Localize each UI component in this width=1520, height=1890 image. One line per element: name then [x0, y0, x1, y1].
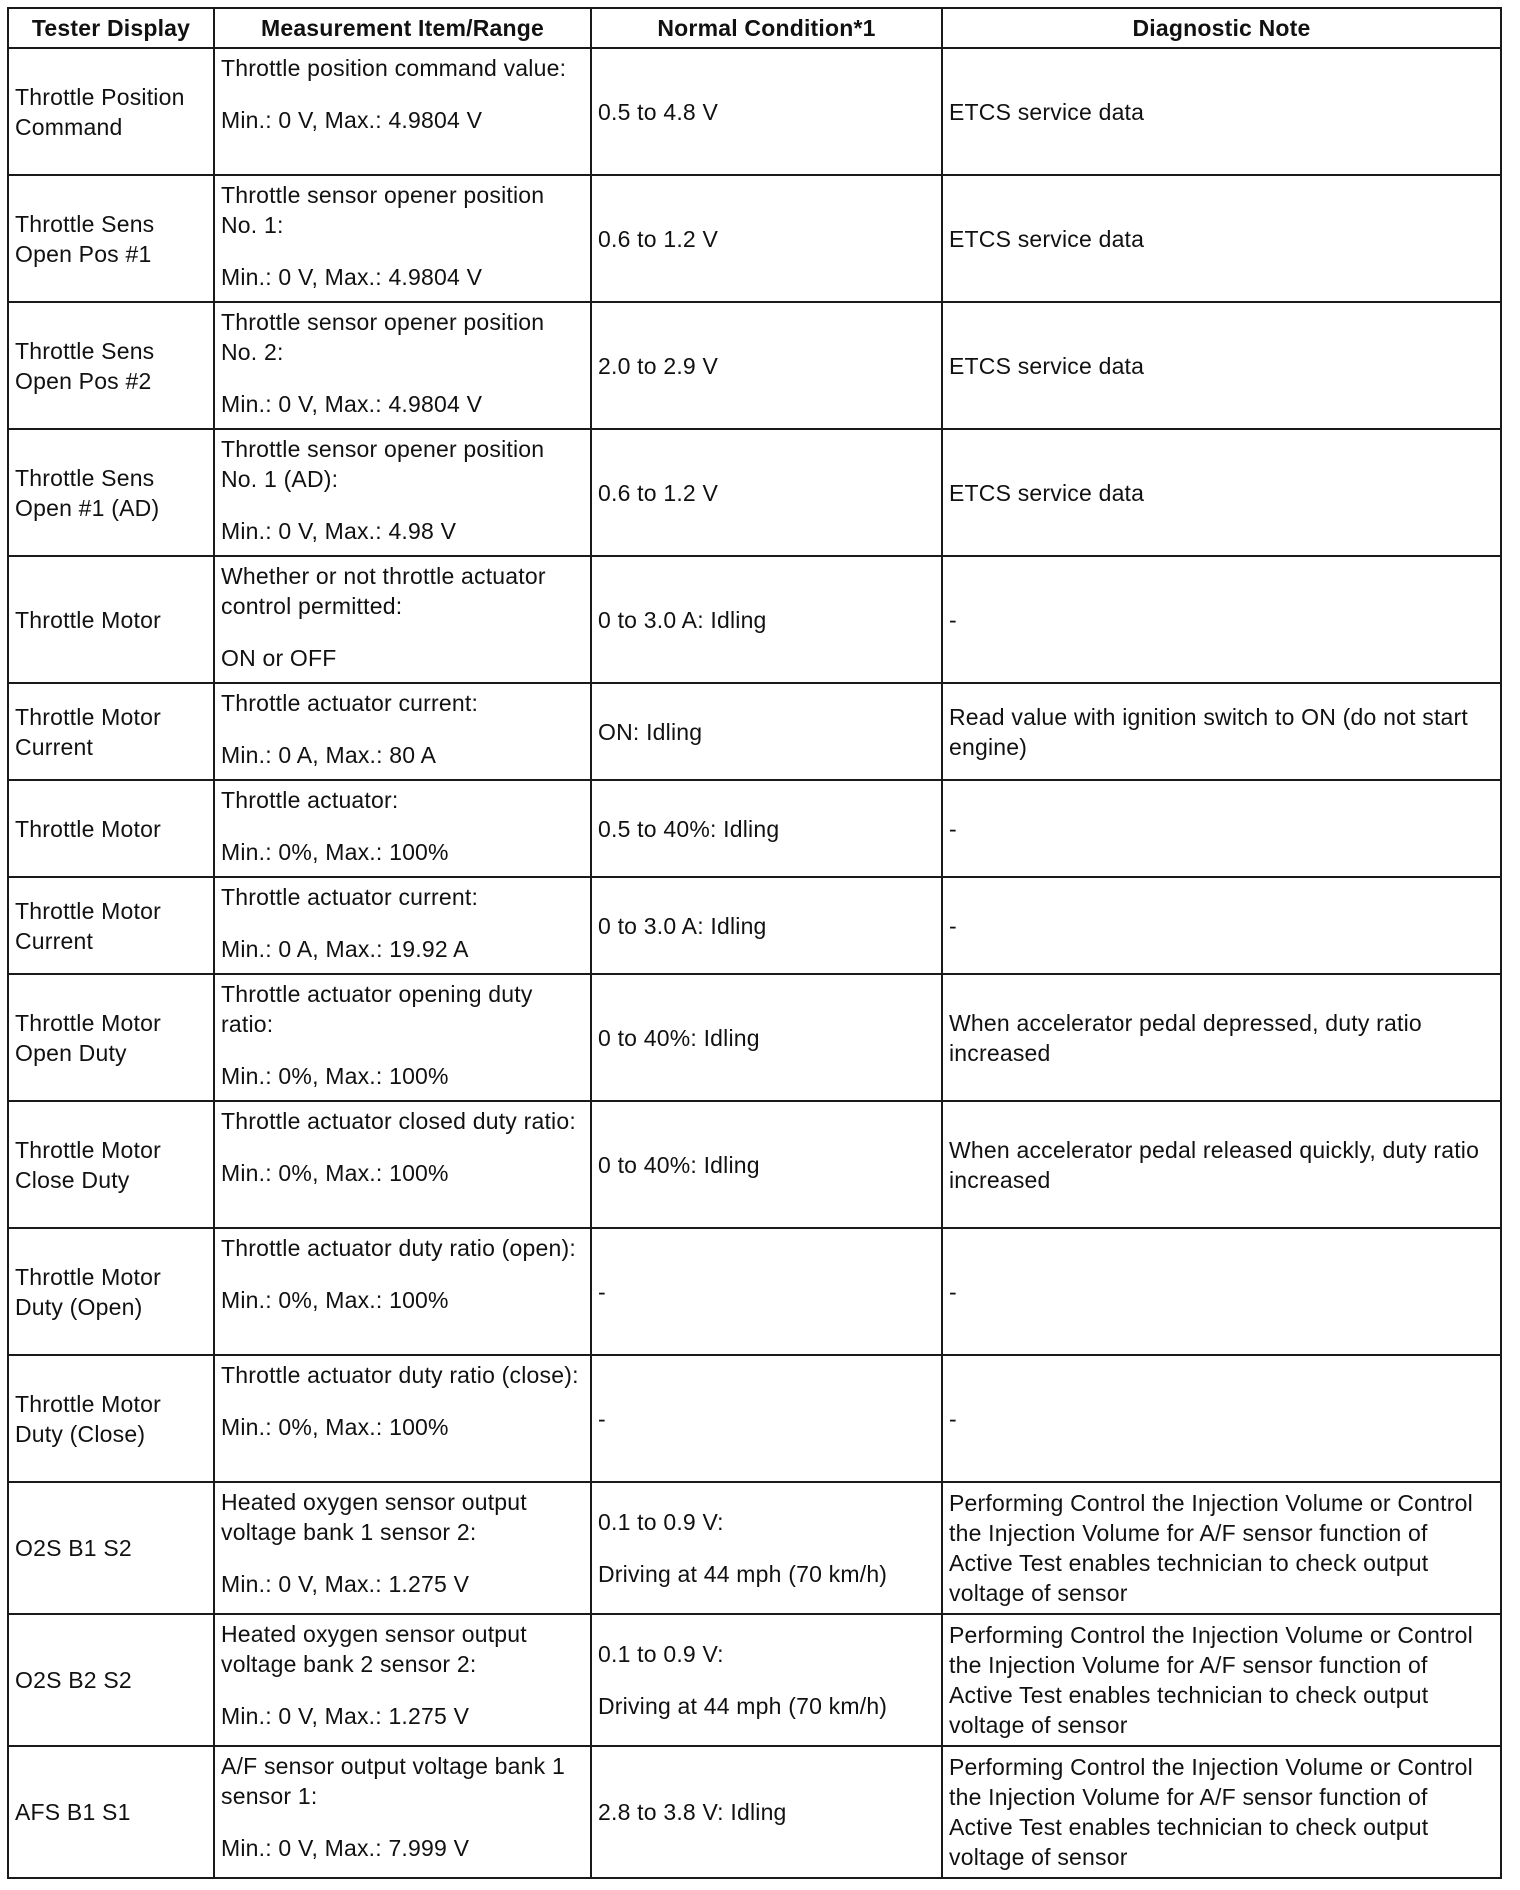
- measurement-label: Throttle actuator closed duty ratio:: [221, 1108, 576, 1134]
- cell-normal-condition: [591, 1746, 942, 1878]
- measurement-label: Throttle actuator current:: [221, 884, 479, 910]
- table-row: [8, 175, 1501, 302]
- condition-value: 0 to 3.0 A: Idling: [598, 912, 767, 939]
- measurement-label: A/F sensor output voltage bank 1 sensor 1:: [221, 1753, 565, 1809]
- measurement-range: Min.: 0 V, Max.: 1.275 V: [221, 1571, 470, 1597]
- condition-value: -: [598, 1278, 606, 1305]
- cell-normal-condition: [591, 1482, 942, 1614]
- cell-normal-condition: [591, 974, 942, 1101]
- cell-diagnostic-note: When accelerator pedal depressed, duty ratio increased: [942, 974, 1501, 1101]
- measurement-range: Min.: 0 V, Max.: 4.9804 V: [221, 391, 483, 417]
- cell-tester-display: Throttle Sens Open #1 (AD): [8, 429, 214, 556]
- table-row: [8, 1614, 1501, 1746]
- data-list-table: [7, 7, 1502, 1879]
- cell-measurement-item: [214, 683, 591, 780]
- measurement-label: Throttle actuator:: [221, 787, 399, 813]
- measurement-range: Min.: 0 V, Max.: 7.999 V: [221, 1835, 470, 1861]
- table-row: [8, 556, 1501, 683]
- header-diagnostic-note: Diagnostic Note: [942, 8, 1501, 48]
- cell-diagnostic-note: Read value with ignition switch to ON (do not start engine): [942, 683, 1501, 780]
- cell-tester-display: O2S B1 S2: [8, 1482, 214, 1614]
- cell-measurement-item: [214, 1228, 591, 1355]
- cell-measurement-item: [214, 302, 591, 429]
- condition-detail: Driving at 44 mph (70 km/h): [598, 1561, 888, 1587]
- measurement-range: Min.: 0 V, Max.: 4.9804 V: [221, 107, 483, 133]
- cell-diagnostic-note: -: [942, 877, 1501, 974]
- table-row: [8, 48, 1501, 175]
- table-row: [8, 877, 1501, 974]
- measurement-range: Min.: 0 A, Max.: 19.92 A: [221, 936, 469, 962]
- cell-normal-condition: [591, 1101, 942, 1228]
- cell-tester-display: Throttle Motor Duty (Open): [8, 1228, 214, 1355]
- cell-measurement-item: [214, 877, 591, 974]
- cell-measurement-item: [214, 1482, 591, 1614]
- cell-diagnostic-note: -: [942, 556, 1501, 683]
- cell-normal-condition: [591, 1228, 942, 1355]
- condition-value: 2.0 to 2.9 V: [598, 352, 719, 379]
- measurement-range: Min.: 0 V, Max.: 4.9804 V: [221, 264, 483, 290]
- condition-value: 0.5 to 4.8 V: [598, 98, 719, 125]
- condition-value: 0 to 40%: Idling: [598, 1151, 760, 1178]
- table-row: [8, 683, 1501, 780]
- cell-diagnostic-note: ETCS service data: [942, 175, 1501, 302]
- measurement-label: Throttle sensor opener position No. 2:: [221, 309, 545, 365]
- cell-diagnostic-note: When accelerator pedal released quickly, duty ratio increased: [942, 1101, 1501, 1228]
- table-row: [8, 974, 1501, 1101]
- cell-tester-display: Throttle Motor Open Duty: [8, 974, 214, 1101]
- table-row: [8, 1355, 1501, 1482]
- condition-value: 0.1 to 0.9 V:: [598, 1509, 724, 1535]
- cell-measurement-item: [214, 429, 591, 556]
- cell-measurement-item: [214, 1746, 591, 1878]
- cell-diagnostic-note: Performing Control the Injection Volume or Control the Injection Volume for A/F sensor function of Active Test enables technician to check output voltage of sensor: [942, 1746, 1501, 1878]
- cell-tester-display: Throttle Motor: [8, 780, 214, 877]
- cell-tester-display: AFS B1 S1: [8, 1746, 214, 1878]
- cell-measurement-item: [214, 556, 591, 683]
- measurement-label: Throttle actuator opening duty ratio:: [221, 981, 533, 1037]
- cell-tester-display: Throttle Sens Open Pos #2: [8, 302, 214, 429]
- condition-value: 0.5 to 40%: Idling: [598, 815, 780, 842]
- condition-value: 0 to 3.0 A: Idling: [598, 606, 767, 633]
- cell-diagnostic-note: -: [942, 1355, 1501, 1482]
- cell-diagnostic-note: ETCS service data: [942, 302, 1501, 429]
- condition-value: -: [598, 1405, 606, 1432]
- cell-diagnostic-note: ETCS service data: [942, 429, 1501, 556]
- cell-normal-condition: [591, 1614, 942, 1746]
- cell-tester-display: O2S B2 S2: [8, 1614, 214, 1746]
- measurement-label: Throttle position command value:: [221, 55, 567, 81]
- measurement-range: Min.: 0%, Max.: 100%: [221, 1160, 449, 1186]
- cell-diagnostic-note: ETCS service data: [942, 48, 1501, 175]
- condition-value: ON: Idling: [598, 718, 703, 745]
- measurement-range: Min.: 0%, Max.: 100%: [221, 839, 449, 865]
- cell-measurement-item: [214, 974, 591, 1101]
- measurement-label: Throttle actuator duty ratio (open):: [221, 1235, 576, 1261]
- cell-tester-display: Throttle Motor Close Duty: [8, 1101, 214, 1228]
- table-row: [8, 1482, 1501, 1614]
- measurement-label: Throttle actuator current:: [221, 690, 479, 716]
- table-row: [8, 429, 1501, 556]
- condition-value: 0.6 to 1.2 V: [598, 225, 719, 252]
- cell-normal-condition: [591, 683, 942, 780]
- table-row: [8, 1228, 1501, 1355]
- cell-measurement-item: [214, 1614, 591, 1746]
- cell-normal-condition: [591, 556, 942, 683]
- cell-normal-condition: [591, 48, 942, 175]
- measurement-range: Min.: 0 V, Max.: 1.275 V: [221, 1703, 470, 1729]
- header-row: [8, 8, 1501, 48]
- cell-measurement-item: [214, 780, 591, 877]
- measurement-range: Min.: 0 V, Max.: 4.98 V: [221, 518, 457, 544]
- cell-tester-display: Throttle Motor Duty (Close): [8, 1355, 214, 1482]
- header-normal-condition: Normal Condition*1: [591, 8, 942, 48]
- cell-tester-display: Throttle Sens Open Pos #1: [8, 175, 214, 302]
- measurement-label: Throttle sensor opener position No. 1:: [221, 182, 545, 238]
- condition-value: 0.1 to 0.9 V:: [598, 1641, 724, 1667]
- cell-diagnostic-note: Performing Control the Injection Volume or Control the Injection Volume for A/F sensor function of Active Test enables technician to check output voltage of sensor: [942, 1614, 1501, 1746]
- measurement-label: Heated oxygen sensor output voltage bank 1 sensor 2:: [221, 1489, 527, 1545]
- header-measurement-item: Measurement Item/Range: [214, 8, 591, 48]
- measurement-label: Heated oxygen sensor output voltage bank 2 sensor 2:: [221, 1621, 527, 1677]
- measurement-range: Min.: 0%, Max.: 100%: [221, 1063, 449, 1089]
- cell-diagnostic-note: -: [942, 780, 1501, 877]
- condition-value: 0.6 to 1.2 V: [598, 479, 719, 506]
- cell-normal-condition: [591, 780, 942, 877]
- cell-diagnostic-note: Performing Control the Injection Volume or Control the Injection Volume for A/F sensor function of Active Test enables technician to check output voltage of sensor: [942, 1482, 1501, 1614]
- cell-normal-condition: [591, 429, 942, 556]
- table-row: [8, 1746, 1501, 1878]
- table-row: [8, 302, 1501, 429]
- cell-measurement-item: [214, 1355, 591, 1482]
- cell-normal-condition: [591, 302, 942, 429]
- measurement-range: Min.: 0%, Max.: 100%: [221, 1414, 449, 1440]
- table-row: [8, 780, 1501, 877]
- cell-normal-condition: [591, 1355, 942, 1482]
- data-list-table-container: [7, 7, 1500, 1879]
- header-tester-display: Tester Display: [8, 8, 214, 48]
- cell-measurement-item: [214, 48, 591, 175]
- measurement-label: Throttle sensor opener position No. 1 (AD):: [221, 436, 545, 492]
- condition-value: 0 to 40%: Idling: [598, 1024, 760, 1051]
- cell-tester-display: Throttle Motor Current: [8, 683, 214, 780]
- cell-tester-display: Throttle Motor Current: [8, 877, 214, 974]
- cell-normal-condition: [591, 877, 942, 974]
- cell-measurement-item: [214, 1101, 591, 1228]
- cell-tester-display: Throttle Motor: [8, 556, 214, 683]
- table-row: [8, 1101, 1501, 1228]
- cell-normal-condition: [591, 175, 942, 302]
- condition-value: 2.8 to 3.8 V: Idling: [598, 1799, 787, 1825]
- measurement-label: Whether or not throttle actuator control permitted:: [221, 563, 546, 619]
- condition-detail: Driving at 44 mph (70 km/h): [598, 1693, 888, 1719]
- measurement-range: Min.: 0 A, Max.: 80 A: [221, 742, 437, 768]
- measurement-label: Throttle actuator duty ratio (close):: [221, 1362, 579, 1388]
- cell-diagnostic-note: -: [942, 1228, 1501, 1355]
- measurement-range: Min.: 0%, Max.: 100%: [221, 1287, 449, 1313]
- cell-tester-display: Throttle Position Command: [8, 48, 214, 175]
- measurement-range: ON or OFF: [221, 645, 337, 671]
- cell-measurement-item: [214, 175, 591, 302]
